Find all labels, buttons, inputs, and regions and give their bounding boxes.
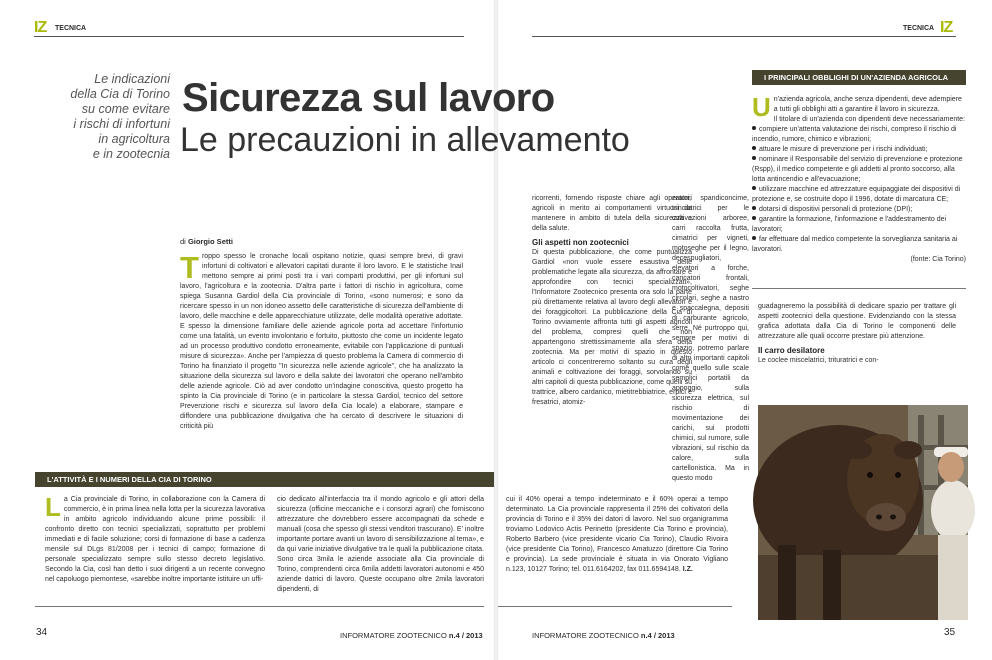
magazine-logo-right: IZ xyxy=(940,19,953,36)
cia-box-column-1: La Cia provinciale di Torino, in collaborazione con la Camera di commercio, è in prima linea nella lotta per la sicurezza lavorativa in ambito agricolo individuando alcune prime possibili: il confronto diretto con tecnici specializzati, soprattutto per problemi immediati e di facile soluzione; corsi di formazione di base a cadenza mensile sul DLgs 81/2008 per i tecnici di campo; formazione di personale specializzato sempre sullo stesso decreto legislativo. Secondo la Cia, così han detto i suoi dirigenti a un recente convegno nel capoluogo piemontese, «sarebbe inoltre importante istituire un uffi- xyxy=(45,492,265,583)
headline: Sicurezza sul lavoro xyxy=(182,76,555,120)
subheadline: Le precauzioni in allevamento xyxy=(180,121,630,159)
article-column-4: guadagneremo la possibilità di dedicare spazio per trattare gli aspetti zootecnici della questione. Evidenziando con la stessa grafica adottata dalla Cia di Torino le componenti delle attrezzature alle quali occorre prestare più attenzione. Il carro desilatore Le coclee miscelatrici, trituratrici e con- xyxy=(758,303,956,364)
kicker: Le indicazioni della Cia di Torino su come evitare i rischi di infortuni in agricoltura e in zootecnia xyxy=(70,72,170,161)
section-label: TECNICA xyxy=(55,25,87,32)
byline: di Giorgio Setti xyxy=(180,237,233,246)
obblighi-box-header: I PRINCIPALI OBBLIGHI DI UN'AZIENDA AGRICOLA xyxy=(752,70,966,85)
footer-right: INFORMATORE ZOOTECNICO n.4 / 2013 xyxy=(532,631,675,640)
cia-box-column-3: cui il 40% operai a tempo indeterminato e il 60% operai a tempo determinato. La Cia provinciale rappresenta il 25% dei coltivatori della provincia di Torino e il 35% dei datori di lavoro. Nel suo organigramma troviamo Lodovico Actis Perinetto (presidente Cia Torino e provincia), Roberto Barbero (vice presidente vicario Cia Torino), Claudio Rivoira (vice presidente Cia Torino), Francesco Amatuzzo (direttore Cia Torino e provincia). La sede provinciale è situata in via Onorato Vigliano n.123, 10127 Torino; tel. 011.6164202, fax 011.6594148. I.Z. xyxy=(506,496,728,573)
footer-left: INFORMATORE ZOOTECNICO n.4 / 2013 xyxy=(340,631,483,640)
cia-box-bottom-rule xyxy=(35,606,484,607)
article-column-1: Troppo spesso le cronache locali ospitano notizie, quasi sempre brevi, di gravi infortuni di coltivatori e allevatori capitati durante il loro lavoro. E le statistiche Inail mettono sempre ai primi posti tra i vari comparti produttivi, per gli infortuni sul lavoro, l'agricoltura e la zootecnia. D'altra parte i fattori di rischio in agricoltura, come spiega Susanna Gardiol della Cia provinciale di Torino, «sono numerosi; e sono da ricercare spesso in un non idoneo assetto delle caratteristiche di sicurezza dell'ambiente di lavoro, delle macchine e delle apparecchiature utilizzate, delle modalità operative adottate. E spesso la dimensione familiare delle aziende agricole porta ad accettare l'infortunio come una fatalità, un evento involontario e fortuito, piuttosto che come un incidente legato ad un processo produttivo condotto erroneamente, evitabile con l'applicazione di puntuali misure di sicurezza». Anche per l'ampiezza di questo problema la Camera di commercio di Torino ha finanziato il progetto "In sicurezza nelle aziende agricole", che ha analizzato la situazione della sicurezza sul lavoro e della salute dei lavoratori che operano nell'ambito delle aziende agricole. Ciò ad aver condotto un'indagine conoscitiva, questo progetto ha spinto la Cia provinciale di Torino (e in particolare la stessa Gardiol, tecnico del settore Prevenzione rischi e sicurezza sul lavoro della Cia locale) a elaborare, stampare e diffondere una pubblicazione divulgativa che ha cercato di descrivere le situazioni di criticità più xyxy=(180,250,463,430)
page-number-right: 35 xyxy=(944,627,956,638)
section-label-right: TECNICA xyxy=(903,25,935,32)
obblighi-box-bottom-rule xyxy=(752,288,966,289)
cia-box-header: L'ATTIVITÀ E I NUMERI DELLA CIA DI TORINO xyxy=(35,472,496,487)
cia-box-column-2: cio dedicato all'interfaccia tra il mondo agricolo e gli attori della sicurezza (officine meccaniche e i consorzi agrari) che forniscono attrezzature che dovrebbero essere accompagnati da schede e manuali (cosa che spesso gli stessi venditori trascurano). E' inoltre importante portare avanti un lavoro di sensibilizzazione al tema», e da qui varie iniziative divulgative tra le quali la pubblicazione citata. Sono circa 3mila le aziende associate alla Cia provinciale di Torino, comprendenti circa 6mila addetti lavoratori autonomi e 450 aziende datrici di lavoro. Queste occupano oltre 2mila lavoratori dipendenti, di xyxy=(277,496,485,593)
cia-box-bottom-rule-right xyxy=(496,606,732,607)
article-column-3: zatori, spandiconcime, trinciatrici per le coltivazioni arboree, carri raccolta frutta, cimatrici per vigneti, motoseghe per il legno, decespugliatori, elevatori a forche, caricatori frontali, motocoltivatori, seghe circolari, seghe a nastro e spaccalegna, depositi di carburante agricolo, serre. Né purtroppo qui, sempre per motivi di spazio, potremo parlare di altri importanti capitoli come quello sulle scale semplici portatili da appoggio, sulla sicurezza elettrica, sul rischio di movimentazione dei carichi, sui prodotti chimici, sul rumore, sulle vibrazioni, sul rischio da calore, sulla cartellonistica. Ma in questo modo xyxy=(672,195,749,482)
header-rule xyxy=(34,36,464,37)
obblighi-box-body: Un'azienda agricola, anche senza dipendenti, deve adempiere a tutti gli obblighi atti a garantire il lavoro in sicurezza. Il titolare di un'azienda con dipendenti deve necessariamente: compiere un'attenta valutazione dei rischi, compreso il rischio di incendio, rumore, chimico e vibrazioni; attuare le misure di prevenzione per i rischi individuati; nominare il Responsabile del servizio di prevenzione e protezione (Rspp), il medico competente e gli addetti al pronto soccorso, alla lotta antincendio e all'evacuazione; utilizzare macchine ed attrezzature equipaggiate dei dispositivi di protezione e, se costruite dopo il 1996, dotate di marcatura CE; dotarsi di dispositivi personali di protezione (DPI); garantire la formazione, l'informazione e l'addestramento dei lavoratori; far effettuare dal medico competente la sorveglianza sanitaria ai lavoratori. (fonte: Cia Torino) xyxy=(752,92,966,263)
magazine-logo: IZ xyxy=(34,19,47,36)
cattle-photo xyxy=(758,405,968,620)
page-number-left: 34 xyxy=(36,627,48,638)
article-column-2: ricorrenti, fornendo risposte chiare agli operatori agricoli in merito ai comportamenti virtuosi da mantenere in ambito di tutela della sicurezza e della salute. Gli aspetti non zootecnici Di questa pubblicazione, che come puntualizza Gardiol «non vuole essere esaustiva delle problematiche legate alla sicurezza, da affrontare e approfondire con tecnici specializzati», l'Informatore Zootecnico presenta ora solo la parte più direttamente relativa al lavoro degli allevatori e dei foraggicoltori. La pubblicazione della Cia di Torino ovviamente affronta tutti gli aspetti agricoli del problema, compresi quelli che non appartengono strettissimamente alla sfera della zootecnia. Ma per motivi di spazio in questo articolo ci concentreremo soltanto su cura degli animali e coltivazione dei foraggi, sorvolando su altri capitoli di questa pubblicazione, come quelli su trattrice, albero cardanico, mietitrebbiatrice, erpici e fresatrici, atomiz- xyxy=(532,195,692,406)
header-rule-right xyxy=(532,36,956,37)
